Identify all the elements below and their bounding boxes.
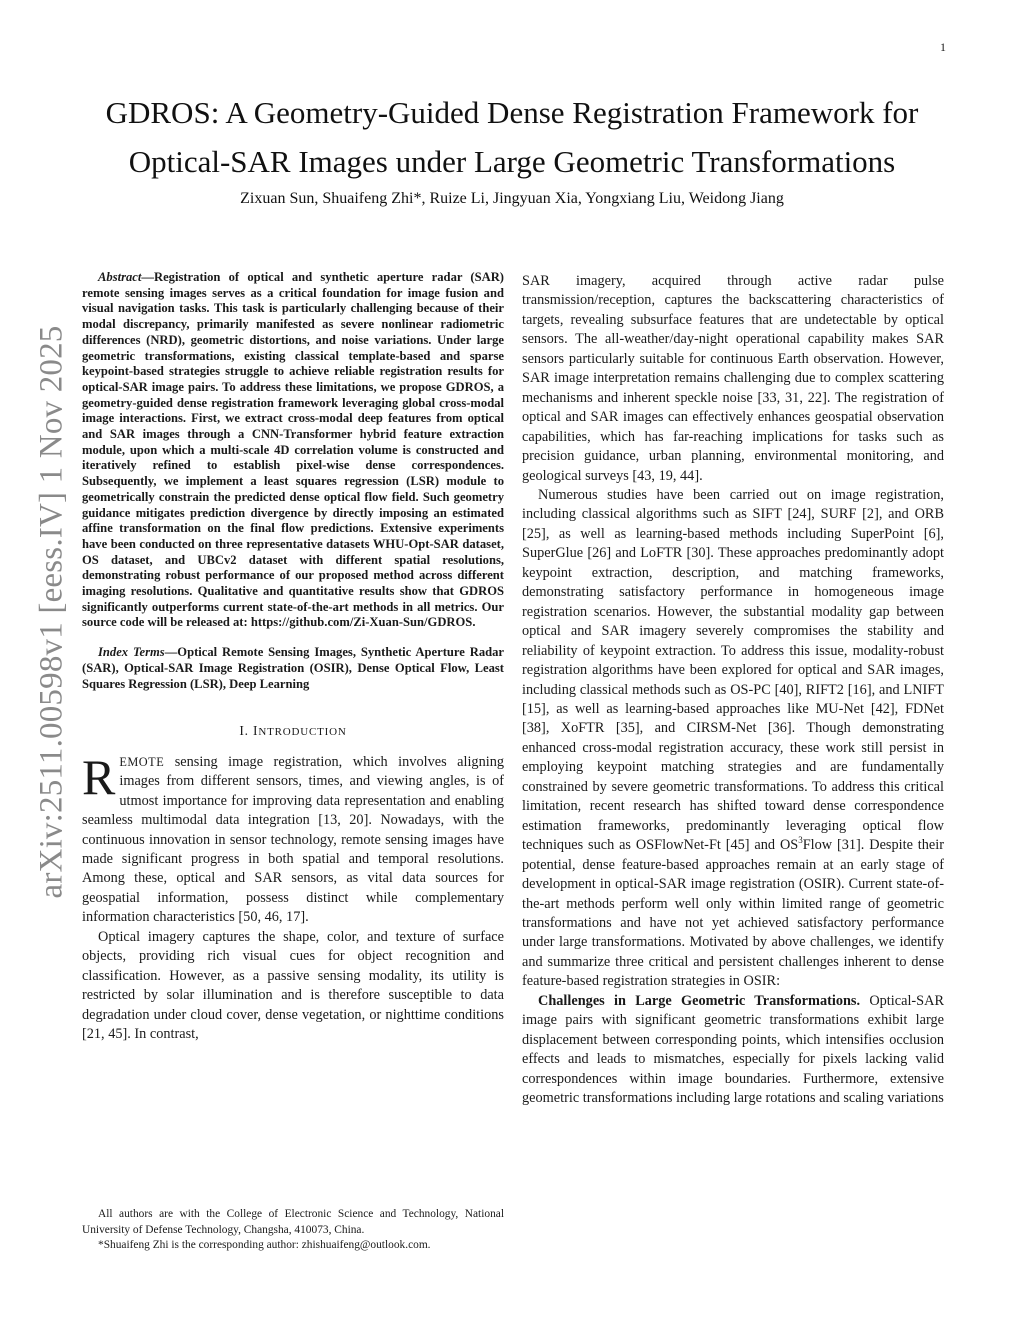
index-terms-lead: Index Terms (98, 645, 165, 660)
title-line-1: GDROS: A Geometry-Guided Dense Registration Framework for (105, 95, 919, 130)
section-title-rest: NTRODUCTION (258, 726, 347, 739)
intro-paragraph-3: SAR imagery, acquired through active radar pulse transmission/reception, captures the backscattering characteristics of targets, revealing subsurface features that are undetectable by optical sensors. The all-weather/day-night operational capability makes SAR sensors particularly suitable for continuous Earth observation. However, SAR image interpretation remains challenging due to complex scattering mechanisms and inherent speckle noise [33, 31, 22]. The registration of optical and SAR images can effectively enhances geospatial observation capabilities, which has far-reaching implications for tasks such as precision guidance, urban planning, environmental monitoring, and geological surveys [43, 19, 44]. (522, 273, 944, 484)
superscript-3: 3 (798, 835, 803, 846)
index-terms-text: —Optical Remote Sensing Images, Synthetic Aperture Radar (SAR), Optical-SAR Image Registration (OSIR), Dense Optical Flow, Least Squares Regression (LSR), Deep Learning (82, 645, 505, 691)
abstract (82, 270, 504, 631)
arxiv-identifier-stamp: arXiv:2511.00598v1 [eess.IV] 1 Nov 2025 (33, 325, 70, 899)
footnote-affiliation: All authors are with the College of Electronic Science and Technology, National University of Defense Technology, Changsha, 410073, China. (82, 1208, 504, 1236)
intro-paragraph-5 (522, 992, 944, 1109)
abstract-lead: Abstract (98, 270, 142, 284)
challenge-heading: Challenges in Large Geometric Transformations. (538, 992, 861, 1009)
intro-p1-text: sensing image registration, which involves aligning images from different sensors, times, and viewing angles, is of utmost importance for improving data representation and enabling seamless multimodal data integration [13, 20]. Nowadays, with the continuous innovation in sensor technology, remote sensing images have made significant progress in both spatial and temporal resolutions. Among these, optical and SAR sensors, as vital data sources for geospatial information, possess distinct while complementary information characteristics [50, 46, 17]. (82, 753, 504, 926)
section-heading-introduction (82, 721, 504, 742)
author-list: Zixuan Sun, Shuaifeng Zhi*, Ruize Li, Jingyuan Xia, Yongxiang Liu, Weidong Jiang (240, 190, 784, 207)
intro-p4-text-b: Flow [31]. Despite their potential, dense feature-based approaches remain at an early stage of development in optical-SAR image registration (OSIR). Current state-of-the-art methods perform well only within limited range of geometric transformations and have not yet achieved satisfactory performance under large transformations. Motivated by above challenges, we identify and summarize three critical and persistent challenges inherent to dense feature-based registration strategies in OSIR: (522, 837, 944, 990)
paper-title (80, 88, 944, 186)
section-number: I. (239, 723, 254, 739)
abstract-text: —Registration of optical and synthetic aperture radar (SAR) remote sensing images serves as a critical foundation for image fusion and visual navigation tasks. This task is particularly challenging because of their modal discrepancy, primarily manifested as severe nonlinear radiometric differences (NRD), geometric distortions, and noise variations. Under large geometric transformations, existing classical template-based and sparse keypoint-based strategies struggle to achieve reliable registration results for optical-SAR image pairs. To address these limitations, we propose GDROS, a geometry-guided dense registration framework leveraging global cross-modal image interactions. First, we extract cross-modal deep features from optical and SAR images through a CNN-Transformer hybrid feature extraction module, upon which a multi-scale 4D correlation volume is constructed and iteratively refined to establish pixel-wise dense correspondences. Subsequently, we implement a least squares regression (LSR) module to geometrically constrain the predicted dense optical flow field. Such geometry guidance mitigates prediction divergence by directly imposing an estimated affine transformation on the final flow predictions. Extensive experiments have been conducted on three representative datasets WHU-Opt-SAR dataset, OS dataset, and UBCv2 dataset with different spatial resolutions, demonstrating robust performance of our proposed method across different imaging resolutions. Qualitative and quantitative results show that GDROS significantly outperforms current state-of-the-art methods in all metrics. Our source code will be released at: https://github.com/Zi-Xuan-Sun/GDROS. (82, 270, 504, 630)
intro-paragraph-1 (82, 748, 504, 928)
drop-cap: R (82, 748, 116, 805)
index-terms (82, 645, 504, 692)
first-word-small-caps: EMOTE (119, 754, 165, 769)
page-number: 1 (940, 40, 946, 54)
intro-p5-text: Optical-SAR image pairs with significant geometric transformations exhibit large displacement between corresponding points, which intensifies occlusion effects and leads to mismatches, especially for pixels lacking valid correspondences within image boundaries. Furthermore, extensive geometric transformations including large rotations and scaling variations (522, 992, 944, 1107)
section-first-letter: I (253, 723, 259, 739)
footnote (82, 1207, 504, 1254)
title-line-2: Optical-SAR Images under Large Geometric Transformations (128, 144, 896, 179)
intro-paragraph-4 (522, 486, 944, 992)
right-column (522, 272, 944, 1108)
intro-paragraph-2: Optical imagery captures the shape, color, and texture of surface objects, providing rich visual cues for object recognition and classification. However, as a passive sensing modality, its utility is restricted by solar illumination and is therefore susceptible to data degradation under cloud cover, dense vegetation, or nighttime conditions [21, 45]. In contrast, (82, 928, 504, 1043)
left-column (82, 270, 504, 1045)
footnote-corresponding-author: *Shuaifeng Zhi is the corresponding author: zhishuaifeng@outlook.com. (98, 1239, 431, 1251)
intro-p4-text-a: Numerous studies have been carried out on image registration, including classical algorithms such as SIFT [24], SURF [2], and ORB [25], as well as learning-based methods including SuperPoint [6], SuperGlue [26] and LoFTR [30]. These approaches predominantly adopt keypoint extraction, description, and matching frameworks, demonstrating satisfactory performance in homogeneous image registration scenarios. However, the substantial modality gap between optical and SAR imagery severely compromises the stability and reliability of keypoint extraction. To address this issue, modality-robust registration algorithms have been explored for optical and SAR images, including classical methods such as OS-PC [40], RIFT2 [16], and LNIFT [15], as well as learning-based approaches like MU-Net [42], FDNet [38], XoFTR [35], and CIRSM-Net [36]. Though demonstrating enhanced cross-modal registration accuracy, these work still persist in employing keypoint matching strategies and are fundamentally constrained by severe geometric transformations. To address this critical limitation, recent research has shifted toward dense correspondence estimation frameworks, predominantly leveraging optical flow techniques such as OSFlowNet-Ft [45] and OS (522, 486, 944, 854)
